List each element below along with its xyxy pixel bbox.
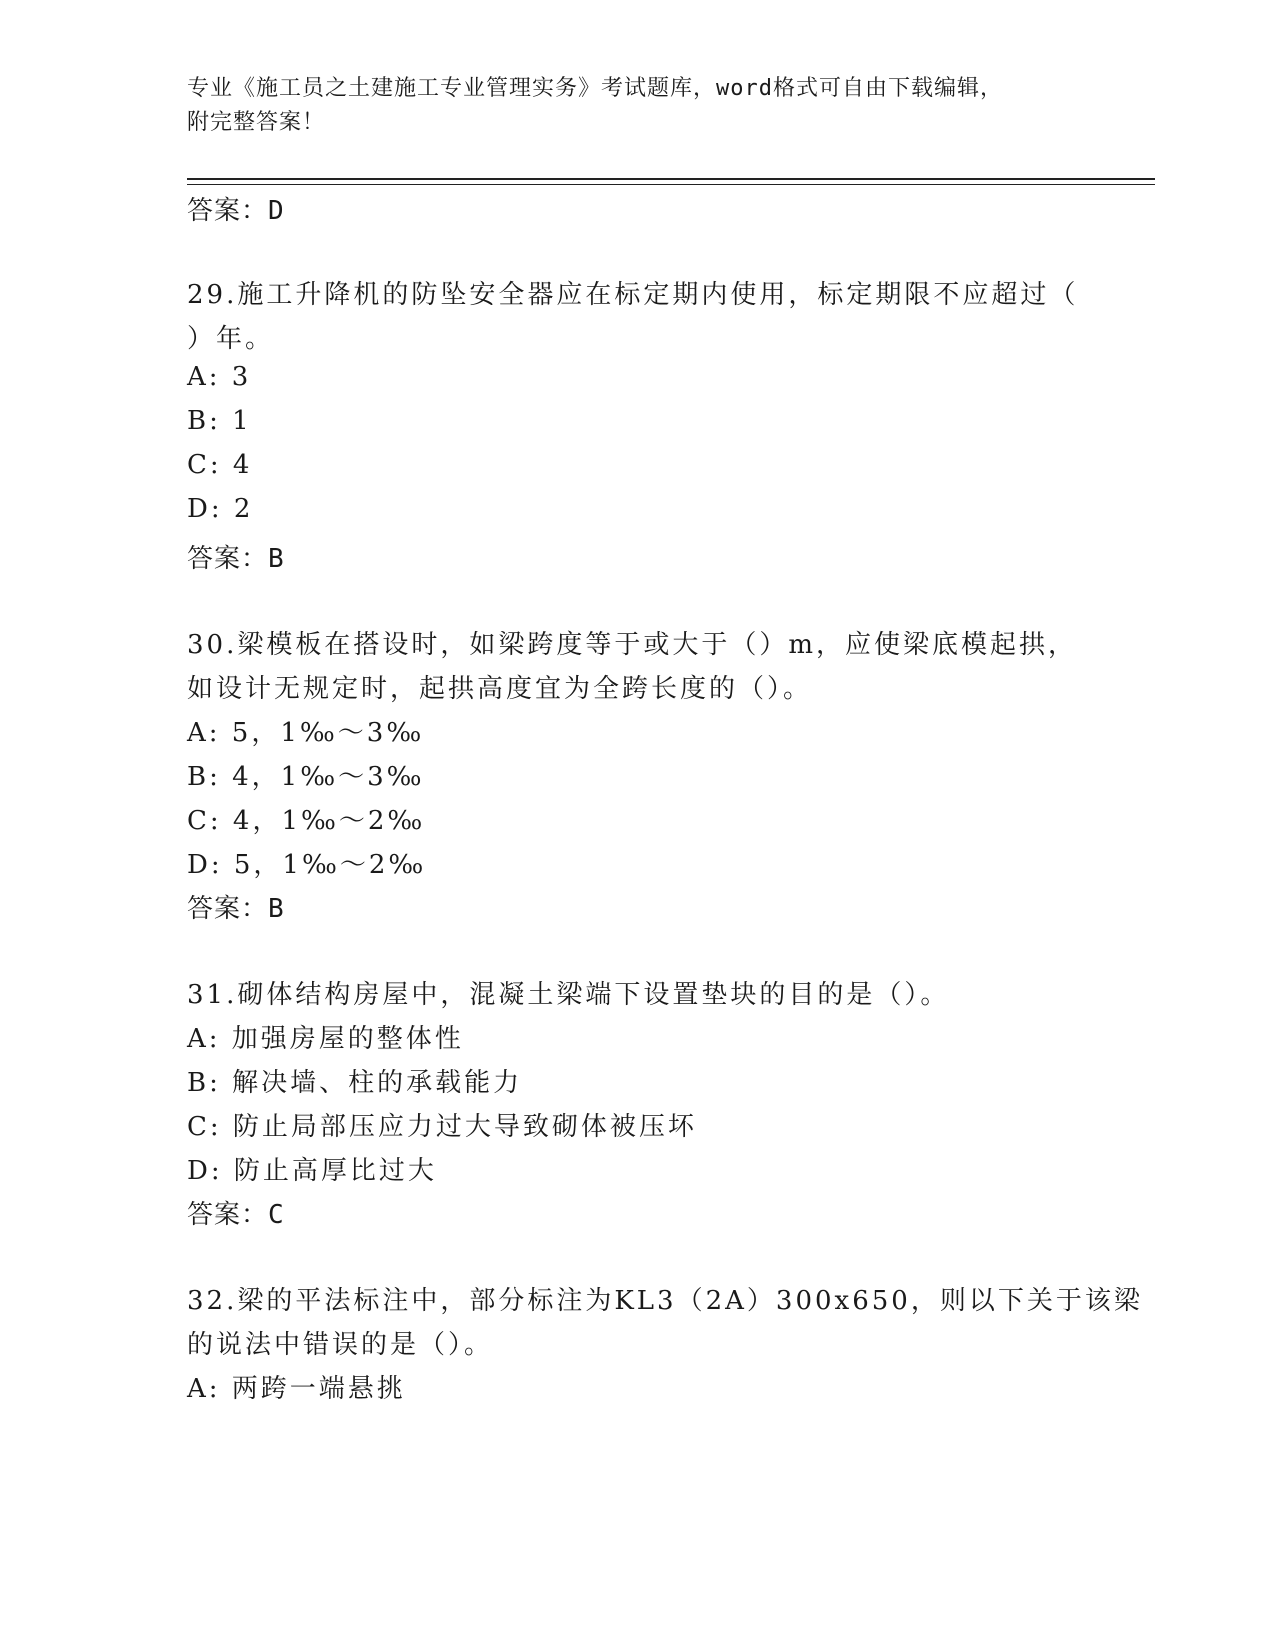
q31-option-c: C: 防止局部压应力过大导致砌体被压坏 xyxy=(187,1112,697,1142)
q29-option-c: C: 4 xyxy=(187,450,253,480)
q30-option-c: C: 4，1‰～2‰ xyxy=(187,806,426,836)
q31-stem-line-1: 31.砌体结构房屋中，混凝土梁端下设置垫块的目的是（）。 xyxy=(187,980,950,1010)
header-line-1: 专业《施工员之土建施工专业管理实务》考试题库，word格式可自由下载编辑， xyxy=(187,76,1003,101)
q29-answer: 答案：B xyxy=(187,544,285,574)
q29-stem-line-1: 29.施工升降机的防坠安全器应在标定期内使用，标定期限不应超过（ xyxy=(187,280,1079,310)
answer-previous: 答案：D xyxy=(187,196,285,226)
q32-option-a: A: 两跨一端悬挑 xyxy=(187,1374,406,1404)
q29-option-b: B: 1 xyxy=(187,406,252,436)
q32-stem-line-1: 32.梁的平法标注中，部分标注为KL3（2A）300x650，则以下关于该梁 xyxy=(187,1286,1143,1316)
q29-stem-line-2: ）年。 xyxy=(187,324,275,354)
q31-option-a: A: 加强房屋的整体性 xyxy=(187,1024,464,1054)
document-header xyxy=(187,72,1087,140)
q30-option-b: B: 4，1‰～3‰ xyxy=(187,762,425,792)
q29-option-a: A: 3 xyxy=(187,362,252,392)
q30-option-a: A: 5，1‰～3‰ xyxy=(187,718,425,748)
q32-stem-line-2: 的说法中错误的是（）。 xyxy=(187,1330,494,1360)
q30-answer: 答案：B xyxy=(187,894,285,924)
q30-stem-line-1: 30.梁模板在搭设时，如梁跨度等于或大于（）m，应使梁底模起拱， xyxy=(187,630,1078,660)
q31-answer: 答案：C xyxy=(187,1200,285,1230)
q31-option-b: B: 解决墙、柱的承载能力 xyxy=(187,1068,523,1098)
q29-option-d: D: 2 xyxy=(187,494,254,524)
q30-option-d: D: 5，1‰～2‰ xyxy=(187,850,427,880)
q31-option-d: D: 防止高厚比过大 xyxy=(187,1156,437,1186)
header-rule-thin xyxy=(187,184,1155,185)
header-line-2: 附完整答案！ xyxy=(187,110,326,135)
q30-stem-line-2: 如设计无规定时，起拱高度宜为全跨长度的（）。 xyxy=(187,674,813,704)
header-rule-thick xyxy=(187,178,1155,180)
